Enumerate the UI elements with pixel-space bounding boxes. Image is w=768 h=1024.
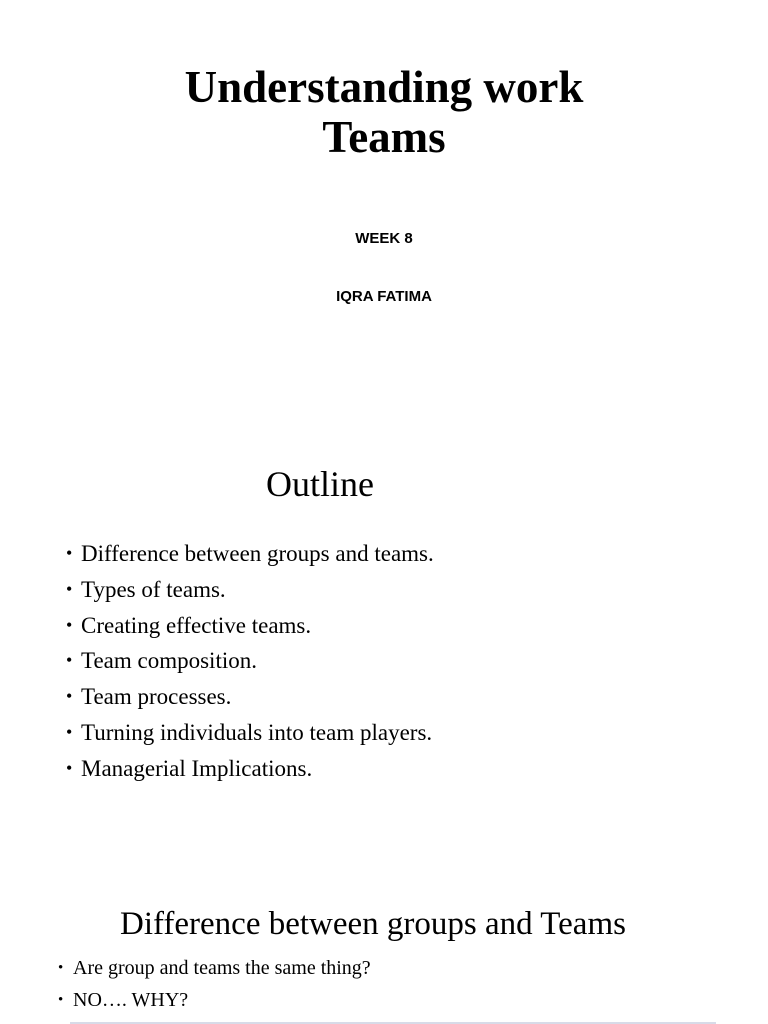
presentation-title: [0, 62, 768, 162]
list-item: [58, 952, 371, 984]
author-name: IQRA FATIMA: [336, 288, 432, 305]
list-item: [66, 608, 434, 644]
list-item: [66, 536, 434, 572]
list-item: [66, 572, 434, 608]
list-item-text: Difference between groups and teams.: [81, 541, 434, 566]
list-item-text: Types of teams.: [81, 576, 226, 602]
bullet-icon: •: [66, 614, 73, 635]
list-item: [58, 984, 371, 1016]
list-item-text: Creating effective teams.: [81, 612, 312, 638]
bullet-icon: •: [66, 721, 73, 742]
slide-difference: [0, 860, 768, 1024]
outline-list: [66, 536, 434, 787]
outline-heading: Outline: [266, 464, 374, 504]
list-item: [66, 679, 434, 715]
list-item-text: Managerial Implications.: [81, 755, 313, 781]
slide-title: [0, 0, 768, 420]
list-item-text: Team composition.: [81, 648, 257, 674]
list-item-text: Are group and teams the same thing?: [73, 957, 371, 979]
list-item: [66, 715, 434, 751]
list-item: [66, 643, 434, 679]
bullet-icon: •: [66, 578, 73, 599]
bullet-icon: •: [58, 960, 64, 976]
list-item-text: Turning individuals into team players.: [81, 719, 433, 745]
bullet-icon: •: [66, 650, 73, 671]
bullet-icon: •: [66, 757, 73, 778]
bullet-icon: •: [66, 686, 73, 707]
difference-list: [58, 952, 371, 1016]
presentation-title-line-1: Understanding work: [184, 62, 584, 112]
bullet-icon: •: [66, 543, 73, 563]
bullet-icon: •: [58, 992, 64, 1008]
list-item-text: Team processes.: [81, 684, 232, 710]
slide-outline: [0, 430, 768, 850]
list-item: [66, 751, 434, 787]
difference-heading: Difference between groups and Teams: [120, 906, 626, 942]
presentation-title-line-2: Teams: [322, 112, 446, 162]
week-label: WEEK 8: [355, 230, 413, 247]
list-item-text: NO…. WHY?: [73, 989, 189, 1011]
